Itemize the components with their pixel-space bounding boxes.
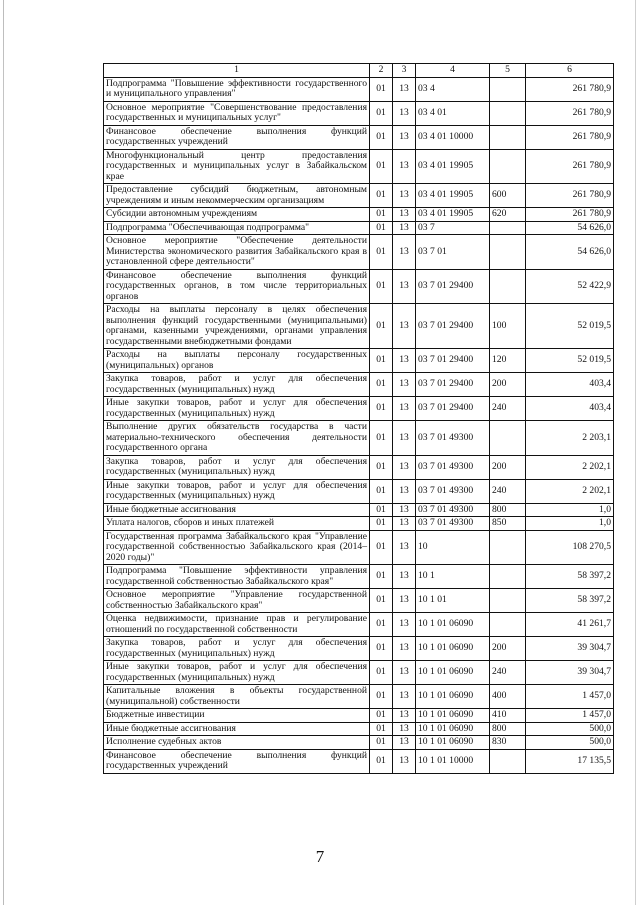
code-cell: 13 [393, 397, 416, 421]
code-cell: 01 [370, 149, 393, 184]
code-cell: 13 [393, 125, 416, 149]
code-cell: 600 [490, 184, 526, 208]
code-cell: 240 [490, 661, 526, 685]
table-row [104, 101, 614, 125]
code-cell: 01 [370, 77, 393, 101]
code-cell: 830 [490, 736, 526, 750]
code-cell: 10 1 01 06090 [416, 613, 490, 637]
name-cell: Финансовое обеспечение выполнения функций государственных учреждений [104, 749, 370, 773]
code-cell: 01 [370, 503, 393, 517]
code-cell: 03 4 01 19905 [416, 149, 490, 184]
name-cell: Оценка недвижимости, признание прав и регулирование отношений по государственной собственности [104, 613, 370, 637]
name-cell: Расходы на выплаты персоналу государственных (муниципальных) органов [104, 349, 370, 373]
amount-cell: 261 780,9 [526, 184, 614, 208]
amount-cell: 58 397,2 [526, 565, 614, 589]
code-cell: 13 [393, 613, 416, 637]
code-cell: 240 [490, 397, 526, 421]
name-cell: Капитальные вложения в объекты государственной (муниципальной) собственности [104, 685, 370, 709]
scan-edge-left [3, 0, 4, 905]
code-cell: 01 [370, 565, 393, 589]
amount-cell: 403,4 [526, 397, 614, 421]
header-cell-6: 6 [526, 64, 614, 78]
code-cell: 10 1 01 10000 [416, 749, 490, 773]
table-row [104, 589, 614, 613]
code-cell: 13 [393, 479, 416, 503]
table-row [104, 685, 614, 709]
code-cell [490, 565, 526, 589]
code-cell: 13 [393, 565, 416, 589]
code-cell: 03 7 01 29400 [416, 373, 490, 397]
code-cell: 01 [370, 722, 393, 736]
name-cell: Основное мероприятие "Управление государственной собственностью Забайкальского края" [104, 589, 370, 613]
amount-cell: 1 457,0 [526, 709, 614, 723]
code-cell: 01 [370, 184, 393, 208]
code-cell: 10 1 01 06090 [416, 709, 490, 723]
budget-table-body [104, 64, 614, 774]
table-row [104, 749, 614, 773]
code-cell: 200 [490, 637, 526, 661]
name-cell: Закупка товаров, работ и услуг для обеспечения государственных (муниципальных) нужд [104, 637, 370, 661]
code-cell [490, 613, 526, 637]
table-row [104, 722, 614, 736]
amount-cell: 52 019,5 [526, 304, 614, 349]
code-cell: 03 7 01 49300 [416, 503, 490, 517]
code-cell: 01 [370, 589, 393, 613]
header-cell-1: 1 [104, 64, 370, 78]
table-row [104, 637, 614, 661]
name-cell: Многофункциональный центр предоставления государственных и муниципальных услуг в Забайкальском крае [104, 149, 370, 184]
code-cell: 13 [393, 101, 416, 125]
amount-cell: 500,0 [526, 722, 614, 736]
table-row [104, 149, 614, 184]
code-cell: 13 [393, 517, 416, 531]
code-cell: 01 [370, 101, 393, 125]
code-cell: 120 [490, 349, 526, 373]
code-cell: 03 4 01 19905 [416, 184, 490, 208]
name-cell: Финансовое обеспечение выполнения функций государственных учреждений [104, 125, 370, 149]
amount-cell: 261 780,9 [526, 77, 614, 101]
header-cell-3: 3 [393, 64, 416, 78]
name-cell: Основное мероприятие "Обеспечение деятельности Министерства экономического развития Забайкальского края в установленной сфере деятельности" [104, 235, 370, 270]
table-row [104, 125, 614, 149]
amount-cell: 261 780,9 [526, 208, 614, 222]
amount-cell: 17 135,5 [526, 749, 614, 773]
amount-cell: 1,0 [526, 503, 614, 517]
code-cell: 01 [370, 455, 393, 479]
amount-cell: 261 780,9 [526, 149, 614, 184]
name-cell: Закупка товаров, работ и услуг для обеспечения государственных (муниципальных) нужд [104, 373, 370, 397]
name-cell: Иные бюджетные ассигнования [104, 722, 370, 736]
code-cell: 01 [370, 709, 393, 723]
code-cell: 620 [490, 208, 526, 222]
table-row [104, 709, 614, 723]
code-cell: 01 [370, 125, 393, 149]
scan-edge-right [635, 0, 636, 905]
name-cell: Основное мероприятие "Совершенствование предоставления государственных и муниципальных услуг" [104, 101, 370, 125]
name-cell: Предоставление субсидий бюджетным, автономным учреждениям и иным некоммерческим организациям [104, 184, 370, 208]
table-row [104, 304, 614, 349]
code-cell: 01 [370, 685, 393, 709]
header-cell-4: 4 [416, 64, 490, 78]
code-cell: 03 7 01 29400 [416, 269, 490, 304]
code-cell: 400 [490, 685, 526, 709]
code-cell: 10 1 01 06090 [416, 736, 490, 750]
code-cell [490, 125, 526, 149]
table-row [104, 661, 614, 685]
code-cell: 01 [370, 637, 393, 661]
code-cell: 13 [393, 184, 416, 208]
amount-cell: 2 202,1 [526, 479, 614, 503]
code-cell: 13 [393, 709, 416, 723]
amount-cell: 54 626,0 [526, 221, 614, 235]
amount-cell: 2 203,1 [526, 421, 614, 456]
table-row [104, 530, 614, 565]
amount-cell: 2 202,1 [526, 455, 614, 479]
page-number: 7 [315, 847, 325, 866]
code-cell: 13 [393, 421, 416, 456]
code-cell: 01 [370, 397, 393, 421]
code-cell [490, 589, 526, 613]
header-cell-5: 5 [490, 64, 526, 78]
table-row [104, 221, 614, 235]
code-cell [490, 421, 526, 456]
code-cell: 13 [393, 373, 416, 397]
code-cell: 01 [370, 269, 393, 304]
table-row [104, 455, 614, 479]
table-row [104, 479, 614, 503]
code-cell: 10 [416, 530, 490, 565]
table-row [104, 77, 614, 101]
code-cell: 13 [393, 685, 416, 709]
header-cell-2: 2 [370, 64, 393, 78]
amount-cell: 500,0 [526, 736, 614, 750]
amount-cell: 39 304,7 [526, 637, 614, 661]
code-cell: 800 [490, 503, 526, 517]
code-cell: 13 [393, 235, 416, 270]
code-cell: 200 [490, 455, 526, 479]
budget-table [103, 63, 614, 774]
code-cell: 03 4 [416, 77, 490, 101]
code-cell [490, 530, 526, 565]
code-cell: 01 [370, 749, 393, 773]
code-cell: 200 [490, 373, 526, 397]
name-cell: Государственная программа Забайкальского края "Управление государственной собственностью Забайкальского края (2014–2020 годы)" [104, 530, 370, 565]
code-cell: 03 7 01 49300 [416, 421, 490, 456]
code-cell: 10 1 01 06090 [416, 637, 490, 661]
name-cell: Расходы на выплаты персоналу в целях обеспечения выполнения функций государственными (муниципальными) органами, казенными учреждениями, органами управления государственными внебюджетными фондами [104, 304, 370, 349]
table-row [104, 565, 614, 589]
table-row [104, 517, 614, 531]
name-cell: Подпрограмма "Обеспечивающая подпрограмма" [104, 221, 370, 235]
table-row [104, 349, 614, 373]
name-cell: Подпрограмма "Повышение эффективности государственного и муниципального управления" [104, 77, 370, 101]
code-cell: 03 7 01 49300 [416, 455, 490, 479]
table-row [104, 397, 614, 421]
name-cell: Исполнение судебных актов [104, 736, 370, 750]
code-cell: 13 [393, 722, 416, 736]
amount-cell: 1 457,0 [526, 685, 614, 709]
code-cell: 13 [393, 349, 416, 373]
table-row [104, 208, 614, 222]
code-cell: 01 [370, 304, 393, 349]
code-cell: 10 1 01 06090 [416, 661, 490, 685]
code-cell: 13 [393, 304, 416, 349]
code-cell: 01 [370, 613, 393, 637]
name-cell: Иные закупки товаров, работ и услуг для обеспечения государственных (муниципальных) нужд [104, 397, 370, 421]
code-cell: 10 1 [416, 565, 490, 589]
code-cell: 13 [393, 208, 416, 222]
code-cell: 03 4 01 10000 [416, 125, 490, 149]
table-row [104, 736, 614, 750]
name-cell: Выполнение других обязательств государства в части материально-технического обеспечения деятельности государственного органа [104, 421, 370, 456]
code-cell: 03 7 01 49300 [416, 517, 490, 531]
code-cell: 03 4 01 [416, 101, 490, 125]
code-cell: 01 [370, 479, 393, 503]
code-cell: 13 [393, 637, 416, 661]
code-cell: 01 [370, 736, 393, 750]
code-cell: 01 [370, 208, 393, 222]
code-cell: 01 [370, 373, 393, 397]
code-cell: 01 [370, 530, 393, 565]
code-cell: 01 [370, 421, 393, 456]
code-cell: 01 [370, 221, 393, 235]
code-cell: 03 7 [416, 221, 490, 235]
code-cell: 03 7 01 29400 [416, 304, 490, 349]
code-cell: 01 [370, 517, 393, 531]
name-cell: Уплата налогов, сборов и иных платежей [104, 517, 370, 531]
code-cell [490, 221, 526, 235]
code-cell [490, 269, 526, 304]
code-cell: 01 [370, 661, 393, 685]
code-cell: 03 4 01 19905 [416, 208, 490, 222]
table-row [104, 613, 614, 637]
name-cell: Иные закупки товаров, работ и услуг для обеспечения государственных (муниципальных) нужд [104, 479, 370, 503]
code-cell: 13 [393, 661, 416, 685]
amount-cell: 58 397,2 [526, 589, 614, 613]
name-cell: Финансовое обеспечение выполнения функций государственных органов, в том числе территориальных органов [104, 269, 370, 304]
code-cell [490, 749, 526, 773]
table-row [104, 184, 614, 208]
code-cell: 100 [490, 304, 526, 349]
code-cell: 13 [393, 77, 416, 101]
code-cell: 850 [490, 517, 526, 531]
table-row [104, 269, 614, 304]
table-row [104, 235, 614, 270]
code-cell: 13 [393, 589, 416, 613]
code-cell [490, 101, 526, 125]
amount-cell: 52 019,5 [526, 349, 614, 373]
amount-cell: 261 780,9 [526, 125, 614, 149]
amount-cell: 39 304,7 [526, 661, 614, 685]
name-cell: Субсидии автономным учреждениям [104, 208, 370, 222]
code-cell: 13 [393, 736, 416, 750]
code-cell: 01 [370, 235, 393, 270]
code-cell: 13 [393, 455, 416, 479]
amount-cell: 1,0 [526, 517, 614, 531]
code-cell: 13 [393, 503, 416, 517]
code-cell: 13 [393, 149, 416, 184]
amount-cell: 52 422,9 [526, 269, 614, 304]
amount-cell: 108 270,5 [526, 530, 614, 565]
code-cell: 800 [490, 722, 526, 736]
table-row [104, 421, 614, 456]
code-cell [490, 149, 526, 184]
amount-cell: 54 626,0 [526, 235, 614, 270]
code-cell: 03 7 01 29400 [416, 397, 490, 421]
code-cell: 13 [393, 221, 416, 235]
amount-cell: 41 261,7 [526, 613, 614, 637]
code-cell [490, 77, 526, 101]
name-cell: Иные закупки товаров, работ и услуг для обеспечения государственных (муниципальных) нужд [104, 661, 370, 685]
code-cell: 10 1 01 06090 [416, 685, 490, 709]
name-cell: Бюджетные инвестиции [104, 709, 370, 723]
code-cell: 01 [370, 349, 393, 373]
name-cell: Закупка товаров, работ и услуг для обеспечения государственных (муниципальных) нужд [104, 455, 370, 479]
amount-cell: 403,4 [526, 373, 614, 397]
name-cell: Иные бюджетные ассигнования [104, 503, 370, 517]
code-cell: 10 1 01 06090 [416, 722, 490, 736]
code-cell: 03 7 01 49300 [416, 479, 490, 503]
code-cell: 03 7 01 [416, 235, 490, 270]
code-cell: 410 [490, 709, 526, 723]
code-cell: 03 7 01 29400 [416, 349, 490, 373]
name-cell: Подпрограмма "Повышение эффективности управления государственной собственностью Забайкальского края" [104, 565, 370, 589]
amount-cell: 261 780,9 [526, 101, 614, 125]
table-row [104, 503, 614, 517]
code-cell: 10 1 01 [416, 589, 490, 613]
code-cell: 240 [490, 479, 526, 503]
code-cell [490, 235, 526, 270]
table-header-row [104, 64, 614, 78]
code-cell: 13 [393, 749, 416, 773]
code-cell: 13 [393, 269, 416, 304]
table-row [104, 373, 614, 397]
code-cell: 13 [393, 530, 416, 565]
